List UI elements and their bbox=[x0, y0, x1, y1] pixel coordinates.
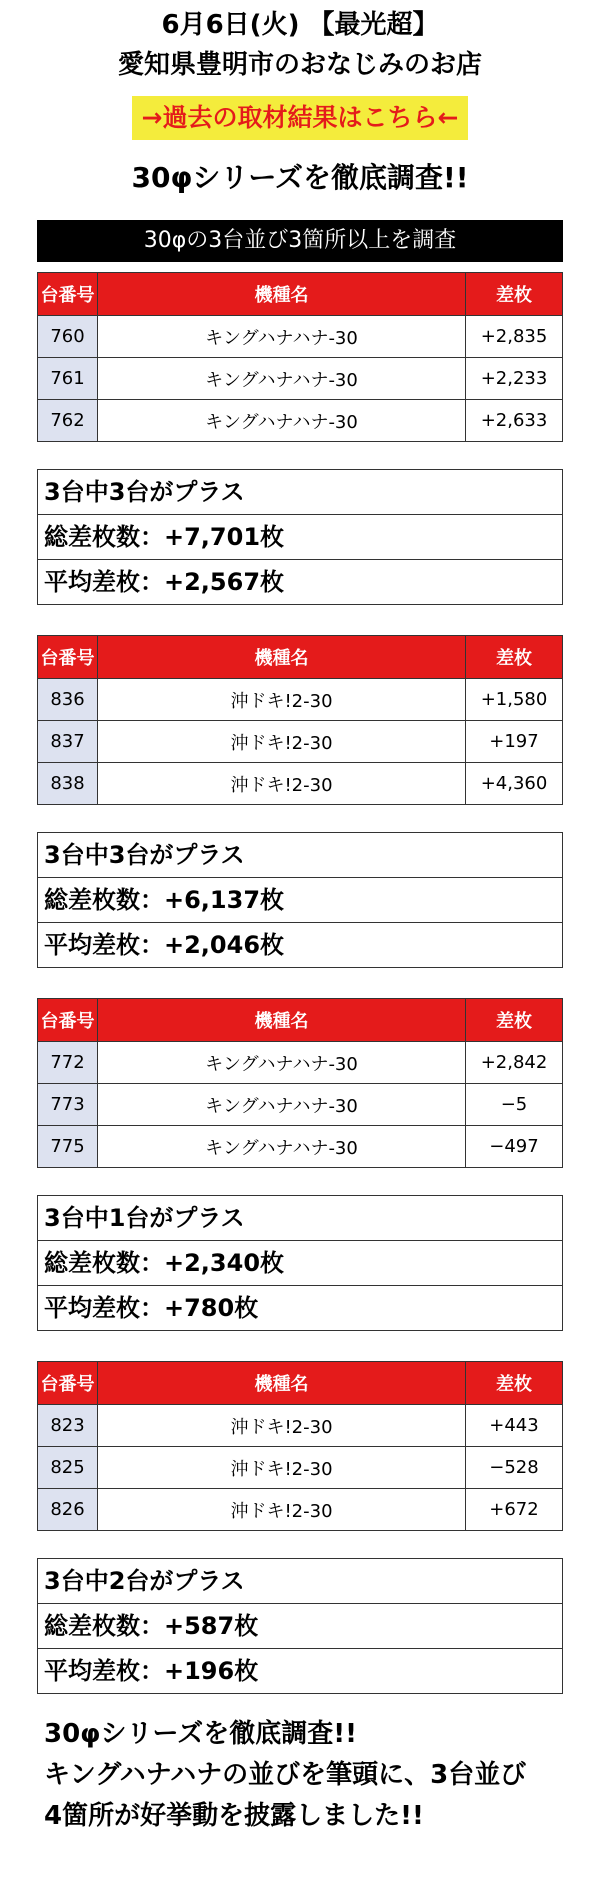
total-diff: 総差枚数：+587枚 bbox=[38, 1604, 562, 1649]
table-row bbox=[38, 1447, 563, 1489]
medal-diff: +1,580 bbox=[466, 679, 563, 721]
closing-line-1: 30φシリーズを徹底調査!! bbox=[44, 1719, 357, 1749]
plus-count: 3台中3台がプラス bbox=[38, 470, 562, 515]
table-header-row bbox=[38, 999, 563, 1042]
table-row bbox=[38, 400, 563, 442]
machine-model: 沖ドキ!2-30 bbox=[98, 1405, 466, 1447]
plus-count: 3台中3台がプラス bbox=[38, 833, 562, 878]
machine-number: 826 bbox=[38, 1489, 98, 1531]
average-diff: 平均差枚：+2,046枚 bbox=[44, 931, 285, 959]
medal-diff: +672 bbox=[466, 1489, 563, 1531]
table-header-row bbox=[38, 1362, 563, 1405]
machine-number: 825 bbox=[38, 1447, 98, 1489]
medal-diff: −497 bbox=[466, 1126, 563, 1168]
machine-number: 823 bbox=[38, 1405, 98, 1447]
past-results-link[interactable]: →過去の取材結果はこちら← bbox=[132, 96, 469, 140]
closing-line-2: キングハナハナの並びを筆頭に、3台並び bbox=[44, 1760, 527, 1790]
medal-diff: +2,633 bbox=[466, 400, 563, 442]
machine-number: 772 bbox=[38, 1042, 98, 1084]
average-diff: 平均差枚：+2,567枚 bbox=[44, 568, 285, 596]
machine-model: 沖ドキ!2-30 bbox=[98, 1447, 466, 1489]
plus-count: 3台中2台がプラス bbox=[38, 1559, 562, 1604]
closing-line-3: 4箇所が好挙動を披露しました!! bbox=[44, 1801, 424, 1831]
column-header-model: 機種名 bbox=[98, 999, 466, 1042]
survey-bar: 30φの3台並び3箇所以上を調査 bbox=[37, 220, 563, 262]
column-header-num: 台番号 bbox=[38, 636, 98, 679]
machine-model: キングハナハナ-30 bbox=[98, 1126, 466, 1168]
table-row bbox=[38, 358, 563, 400]
machine-model: キングハナハナ-30 bbox=[98, 316, 466, 358]
column-header-model: 機種名 bbox=[98, 1362, 466, 1405]
page-title-date: 6月6日(火) 【最光超】 bbox=[161, 10, 439, 40]
table-row bbox=[38, 1084, 563, 1126]
page-header bbox=[0, 8, 600, 198]
medal-diff: +2,233 bbox=[466, 358, 563, 400]
table-row bbox=[38, 679, 563, 721]
column-header-num: 台番号 bbox=[38, 999, 98, 1042]
machine-model: 沖ドキ!2-30 bbox=[98, 721, 466, 763]
medal-diff: −528 bbox=[466, 1447, 563, 1489]
total-diff: 総差枚数：+2,340枚 bbox=[38, 1241, 562, 1286]
table-row bbox=[38, 1042, 563, 1084]
machine-model: 沖ドキ!2-30 bbox=[98, 763, 466, 805]
machine-model: キングハナハナ-30 bbox=[98, 1042, 466, 1084]
machine-model: キングハナハナ-30 bbox=[98, 400, 466, 442]
medal-diff: +4,360 bbox=[466, 763, 563, 805]
machine-table-4 bbox=[37, 1361, 563, 1531]
average-diff: 平均差枚：+196枚 bbox=[44, 1657, 259, 1685]
summary-box-1 bbox=[37, 469, 563, 605]
summary-box-4 bbox=[37, 1558, 563, 1694]
machine-number: 775 bbox=[38, 1126, 98, 1168]
table-header-row bbox=[38, 636, 563, 679]
machine-number: 762 bbox=[38, 400, 98, 442]
summary-box-2 bbox=[37, 832, 563, 968]
table-row bbox=[38, 1405, 563, 1447]
machine-number: 836 bbox=[38, 679, 98, 721]
machine-model: キングハナハナ-30 bbox=[98, 358, 466, 400]
plus-count: 3台中1台がプラス bbox=[38, 1196, 562, 1241]
table-header-row bbox=[38, 273, 563, 316]
average-diff: 平均差枚：+780枚 bbox=[44, 1294, 259, 1322]
summary-box-3 bbox=[37, 1195, 563, 1331]
machine-table-1 bbox=[37, 272, 563, 442]
machine-table-3 bbox=[37, 998, 563, 1168]
table-row bbox=[38, 316, 563, 358]
medal-diff: +197 bbox=[466, 721, 563, 763]
table-row bbox=[38, 763, 563, 805]
total-diff: 総差枚数：+6,137枚 bbox=[38, 878, 562, 923]
medal-diff: +443 bbox=[466, 1405, 563, 1447]
machine-model: 沖ドキ!2-30 bbox=[98, 1489, 466, 1531]
machine-model: キングハナハナ-30 bbox=[98, 1084, 466, 1126]
machine-model: 沖ドキ!2-30 bbox=[98, 679, 466, 721]
machine-table-2 bbox=[37, 635, 563, 805]
table-row bbox=[38, 721, 563, 763]
machine-number: 838 bbox=[38, 763, 98, 805]
column-header-diff: 差枚 bbox=[466, 1362, 563, 1405]
column-header-model: 機種名 bbox=[98, 636, 466, 679]
page-title-store: 愛知県豊明市のおなじみのお店 bbox=[117, 50, 482, 80]
medal-diff: +2,835 bbox=[466, 316, 563, 358]
closing-remarks bbox=[44, 1714, 600, 1837]
section-heading: 30φシリーズを徹底調査!! bbox=[131, 161, 469, 194]
medal-diff: +2,842 bbox=[466, 1042, 563, 1084]
column-header-num: 台番号 bbox=[38, 1362, 98, 1405]
column-header-diff: 差枚 bbox=[466, 636, 563, 679]
total-diff: 総差枚数：+7,701枚 bbox=[38, 515, 562, 560]
machine-number: 837 bbox=[38, 721, 98, 763]
column-header-model: 機種名 bbox=[98, 273, 466, 316]
machine-number: 773 bbox=[38, 1084, 98, 1126]
column-header-num: 台番号 bbox=[38, 273, 98, 316]
table-row bbox=[38, 1489, 563, 1531]
medal-diff: −5 bbox=[466, 1084, 563, 1126]
table-row bbox=[38, 1126, 563, 1168]
column-header-diff: 差枚 bbox=[466, 273, 563, 316]
machine-number: 761 bbox=[38, 358, 98, 400]
machine-number: 760 bbox=[38, 316, 98, 358]
column-header-diff: 差枚 bbox=[466, 999, 563, 1042]
